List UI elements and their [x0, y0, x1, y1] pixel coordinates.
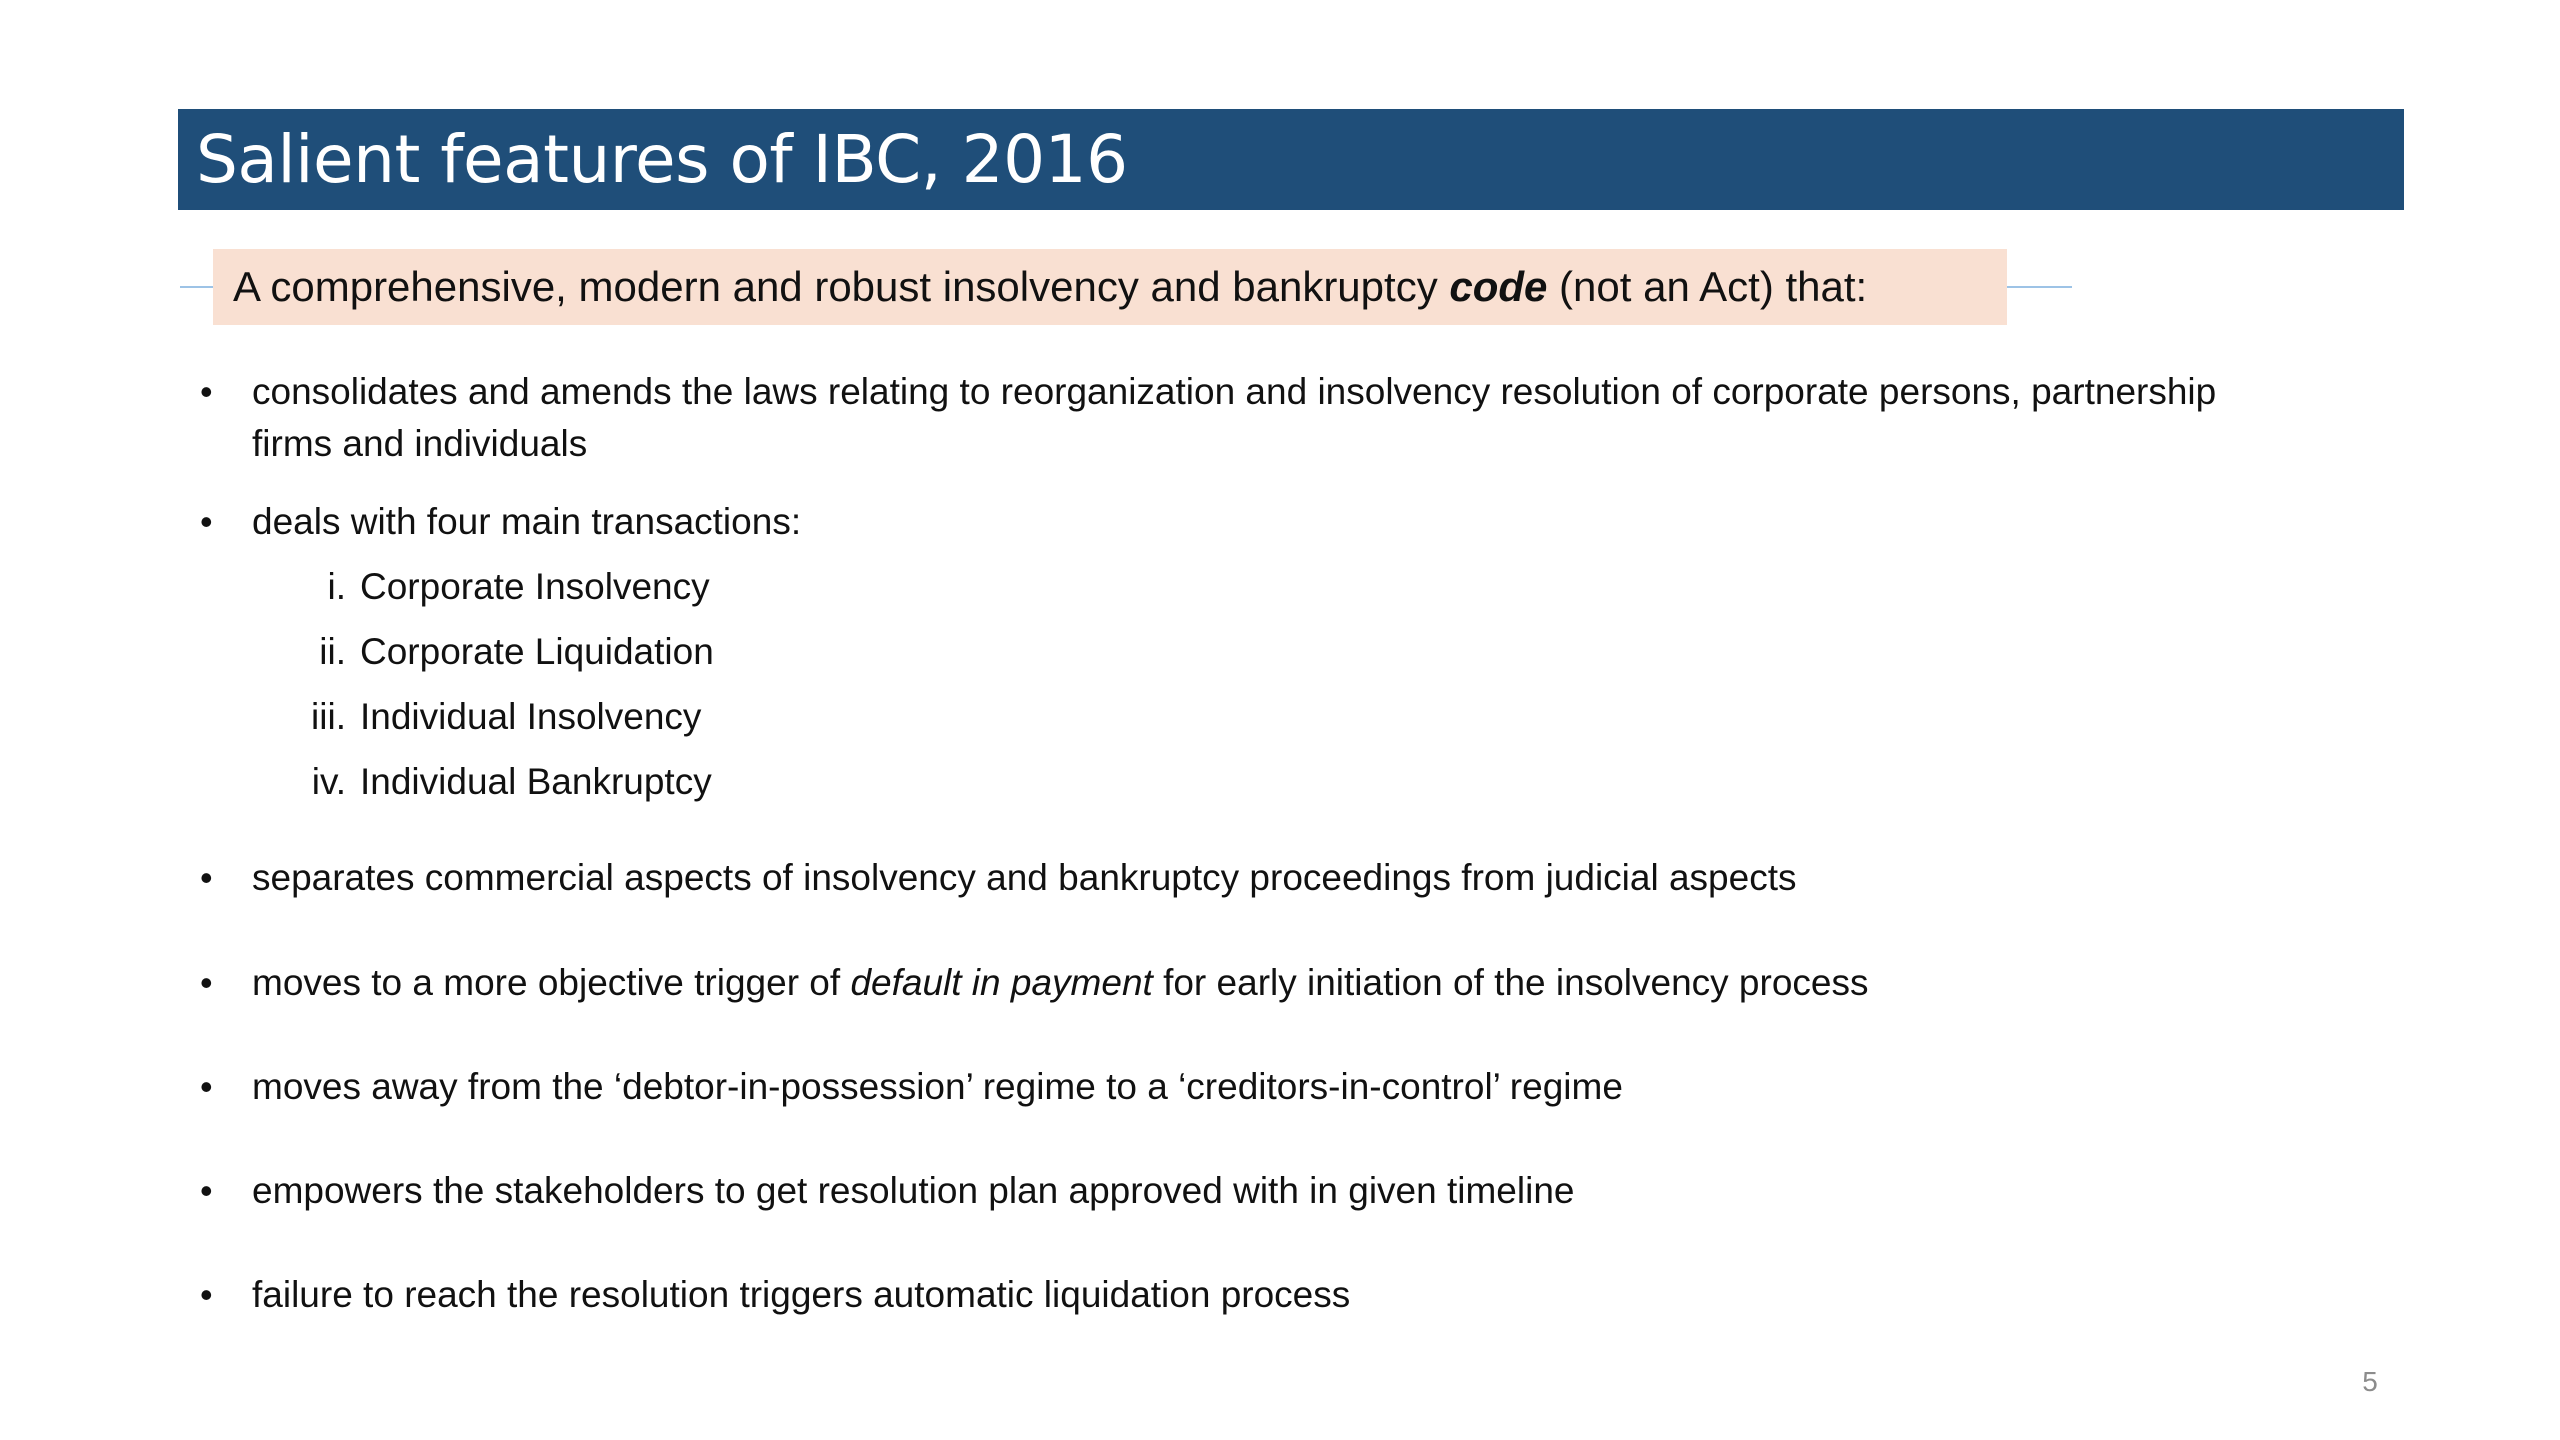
- bullet-item-regime: moves away from the ‘debtor-in-possession’ regime to a ‘creditors-in-control’ regime: [252, 1066, 1623, 1107]
- bullet-marker: •: [200, 1274, 213, 1315]
- transaction-item: Corporate Liquidation: [360, 631, 714, 672]
- bullet-marker: •: [200, 501, 213, 542]
- intro-text: [233, 249, 1867, 325]
- transaction-number: i.: [327, 566, 346, 607]
- slide-title: Salient features of IBC, 2016: [196, 121, 1128, 198]
- bullet-item-consolidates: consolidates and amends the laws relating to reorganization and insolvency resolution of corporate persons, partnership firms and individuals: [252, 371, 2217, 464]
- bullet-marker: •: [200, 962, 213, 1003]
- bullet-item-liquidation: failure to reach the resolution triggers automatic liquidation process: [252, 1274, 1351, 1315]
- bullet-item-trigger-emphasis: default in payment: [850, 962, 1153, 1003]
- transaction-number: ii.: [319, 631, 346, 672]
- bullet-item-empowers: empowers the stakeholders to get resolution plan approved with in given timeline: [252, 1170, 1575, 1211]
- intro-text-before: A comprehensive, modern and robust insolvency and bankruptcy: [233, 263, 1450, 310]
- bullet-marker: •: [200, 857, 213, 898]
- bullet-item-transactions: deals with four main transactions:: [252, 501, 802, 542]
- transaction-item: Individual Insolvency: [360, 696, 702, 737]
- bullet-marker: •: [200, 1170, 213, 1211]
- transaction-number: iv.: [311, 761, 346, 802]
- intro-highlight: [213, 249, 2007, 325]
- bullet-item-trigger: [252, 957, 2252, 1009]
- transaction-item: Corporate Insolvency: [360, 566, 710, 607]
- bullet-marker: •: [200, 1066, 213, 1107]
- bullet-item-separates: separates commercial aspects of insolvency and bankruptcy proceedings from judicial aspects: [252, 857, 1797, 898]
- transaction-item: Individual Bankruptcy: [360, 761, 712, 802]
- page-number: 5: [2362, 1366, 2378, 1397]
- bullet-item-trigger-after: for early initiation of the insolvency process: [1152, 962, 1869, 1003]
- bullet-marker: •: [200, 371, 213, 412]
- intro-text-emphasis: code: [1449, 263, 1548, 310]
- title-bar: [178, 109, 2404, 210]
- transaction-number: iii.: [311, 696, 346, 737]
- bullet-item-trigger-before: moves to a more objective trigger of: [252, 962, 851, 1003]
- intro-text-after: (not an Act) that:: [1547, 263, 1868, 310]
